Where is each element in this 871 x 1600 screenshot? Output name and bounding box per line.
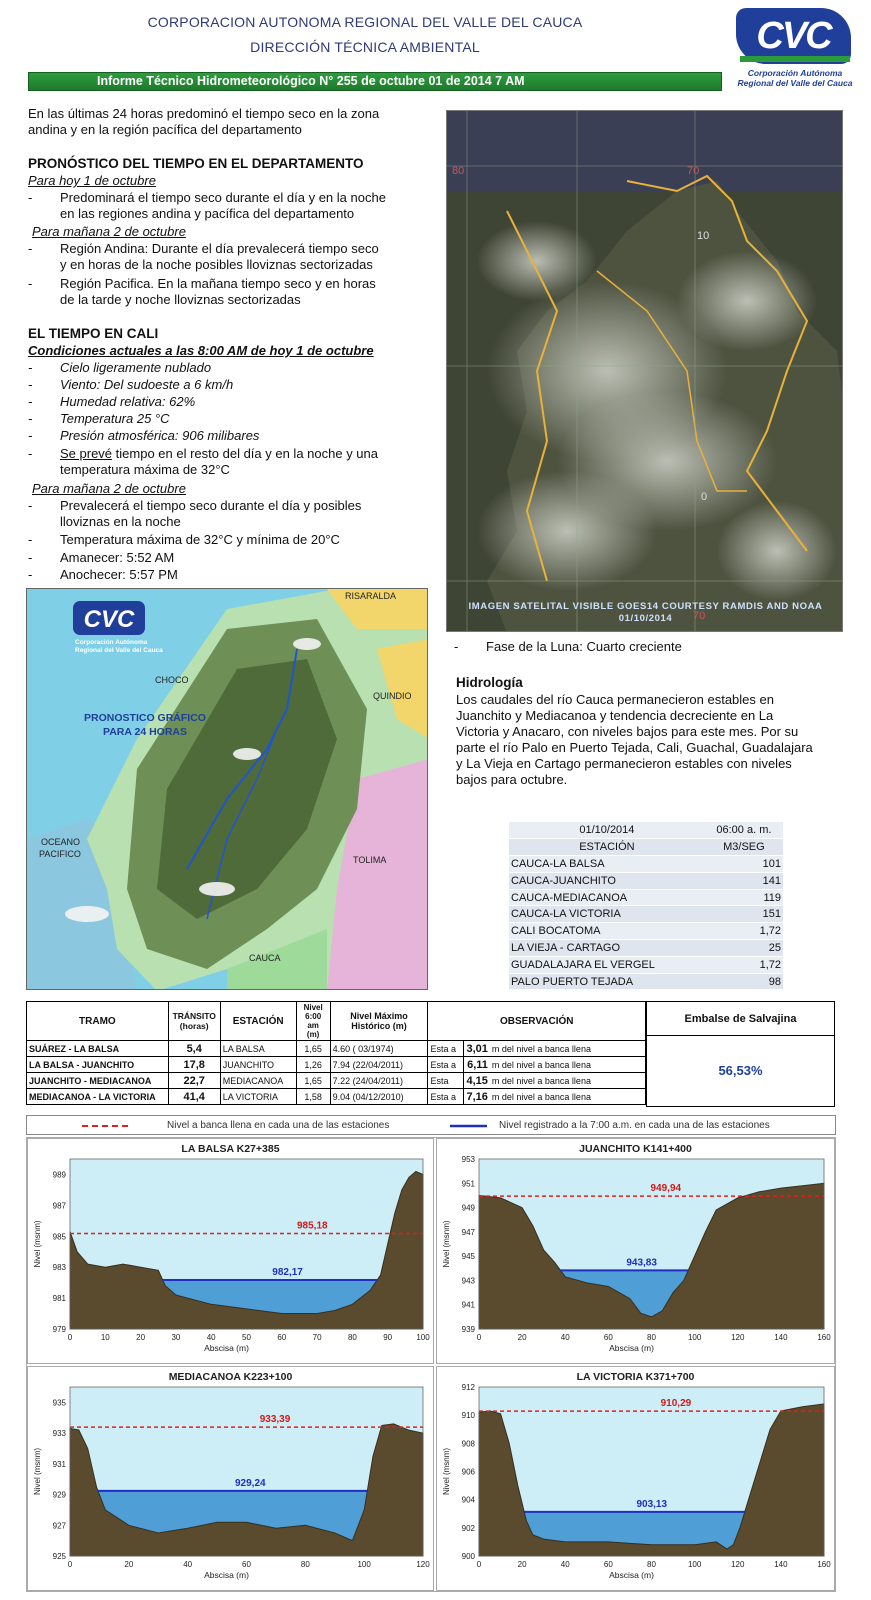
svg-text:TOLIMA: TOLIMA — [353, 855, 387, 865]
x-tick-label: 80 — [647, 1333, 656, 1342]
y-tick-label: 987 — [52, 1201, 66, 1211]
x-tick-label: 20 — [517, 1560, 527, 1569]
y-tick-label: 989 — [52, 1170, 66, 1180]
table-row: PALO PUERTO TEJADA 98 — [509, 973, 783, 990]
col-tramo: TRAMO — [27, 1002, 169, 1041]
level-label: 943,83 — [626, 1257, 657, 1269]
y-tick-label: 935 — [52, 1398, 66, 1408]
chart-svg — [437, 1367, 834, 1590]
cali-forecast-rest: - Se prevé tiempo en el resto del día y en la noche y una temperatura máxima de 32°C — [28, 446, 378, 477]
svg-text:CVC: CVC — [83, 606, 135, 633]
embalse-box — [646, 1001, 835, 1107]
embalse-title: Embalse de Salvajina — [647, 1002, 834, 1036]
x-tick-label: 160 — [817, 1560, 831, 1569]
forecast-map — [26, 588, 428, 990]
flow-time: 06:00 a. m. — [705, 822, 783, 839]
x-tick-label: 0 — [476, 1560, 482, 1569]
y-tick-label: 953 — [461, 1155, 475, 1164]
table-row: MEDIACANOA - LA VICTORIA 41,4 LA VICTORIA 1,58 9.04 (04/12/2010) Esta a 7,16 m del nivel a banca llena — [27, 1089, 646, 1105]
chart-svg — [437, 1139, 834, 1363]
x-tick-label: 10 — [100, 1333, 110, 1342]
y-tick-label: 945 — [461, 1252, 475, 1262]
x-tick-label: 120 — [416, 1560, 430, 1569]
x-tick-label: 0 — [67, 1333, 73, 1342]
col-estacion: ESTACIÓN — [220, 1002, 296, 1041]
y-tick-label: 931 — [52, 1459, 66, 1469]
chart-title: LA VICTORIA K371+700 — [576, 1371, 695, 1383]
chart-juanchito — [436, 1138, 835, 1364]
table-row: JUANCHITO - MEDIACANOA 22,7 MEDIACANOA 1,65 7.22 (24/04/2011) Esta 4,15 m del nivel a banca llena — [27, 1073, 646, 1089]
y-tick-label: 949 — [461, 1203, 475, 1213]
svg-text:Regional del Valle del Cauca: Regional del Valle del Cauca — [75, 647, 163, 654]
x-tick-label: 140 — [774, 1560, 788, 1569]
x-tick-label: 90 — [383, 1333, 393, 1342]
x-tick-label: 160 — [817, 1333, 831, 1342]
chart-la-balsa — [27, 1138, 434, 1364]
bankfull-label: 985,18 — [296, 1220, 328, 1232]
satellite-drawing — [447, 111, 843, 632]
cali-conditions-label: Condiciones actuales a las 8:00 AM de hoy 1 de octubre — [28, 343, 374, 358]
bankfull-label: 910,29 — [660, 1398, 692, 1410]
y-tick-label: 941 — [461, 1300, 475, 1310]
y-tick-label: 947 — [461, 1227, 475, 1237]
y-axis-label: Nivel (msnm) — [442, 1447, 451, 1496]
x-tick-label: 60 — [277, 1333, 287, 1342]
chart-mediacanoa — [27, 1366, 434, 1591]
chart-la-victoria — [436, 1366, 835, 1591]
chart-svg — [28, 1367, 433, 1590]
chart-svg — [28, 1139, 433, 1363]
embalse-value: 56,53% — [718, 1063, 763, 1078]
x-tick-label: 80 — [347, 1333, 357, 1342]
table-row: LA BALSA - JUANCHITO 17,8 JUANCHITO 1,26 7.94 (22/04/2011) Esta a 6,11 m del nivel a banca llena — [27, 1057, 646, 1073]
y-tick-label: 933 — [52, 1429, 66, 1439]
x-tick-label: 20 — [136, 1333, 146, 1342]
y-tick-label: 912 — [461, 1383, 475, 1392]
table-row: CALI BOCATOMA 1,72 — [509, 923, 783, 940]
chart-title: MEDIACANOA K223+100 — [168, 1371, 293, 1383]
forecast-title: PRONÓSTICO DEL TIEMPO EN EL DEPARTAMENTO — [28, 156, 364, 171]
forecast-today-label: Para hoy 1 de octubre — [28, 173, 156, 188]
x-tick-label: 60 — [242, 1560, 251, 1569]
report-banner: Informe Técnico Hidrometeorológico N° 255 de octubre 01 de 2014 7 AM — [28, 72, 722, 91]
table-row: CAUCA-LA VICTORIA 151 — [509, 906, 783, 923]
svg-text:PRONOSTICO GRÁFICO: PRONOSTICO GRÁFICO — [84, 712, 206, 724]
forecast-map-drawing — [27, 589, 428, 990]
bankfull-label: 933,39 — [259, 1414, 291, 1426]
y-tick-label: 908 — [461, 1439, 475, 1449]
table-row: CAUCA-MEDIACANOA 119 — [509, 889, 783, 906]
cali-pressure: - Presión atmosférica: 906 milibares — [28, 428, 260, 443]
flow-col-unit: M3/SEG — [705, 839, 783, 856]
cali-sky: - Cielo ligeramente nublado — [28, 360, 212, 375]
svg-text:PARA 24 HORAS: PARA 24 HORAS — [102, 726, 188, 738]
level-table — [26, 1001, 646, 1105]
x-axis-label: Abscisa (m) — [204, 1343, 249, 1353]
x-tick-label: 80 — [647, 1560, 656, 1569]
x-tick-label: 120 — [731, 1560, 745, 1569]
x-tick-label: 40 — [206, 1333, 216, 1342]
svg-text:10: 10 — [697, 230, 710, 242]
cvc-logo-text: CVC — [756, 14, 831, 57]
org-name: CORPORACION AUTONOMA REGIONAL DEL VALLE DEL CAUCA — [147, 14, 583, 30]
y-tick-label: 900 — [461, 1552, 475, 1561]
x-tick-label: 70 — [312, 1333, 322, 1342]
svg-text:RISARALDA: RISARALDA — [345, 591, 397, 601]
x-tick-label: 60 — [603, 1333, 613, 1342]
y-tick-label: 906 — [461, 1467, 475, 1477]
x-tick-label: 80 — [300, 1560, 310, 1569]
y-tick-label: 929 — [52, 1490, 66, 1500]
y-tick-label: 979 — [52, 1325, 66, 1334]
y-axis-label: Nivel (msnm) — [442, 1220, 451, 1268]
chart-legend — [26, 1115, 836, 1135]
x-tick-label: 100 — [357, 1560, 371, 1569]
cali-tomorrow-temp: - Temperatura máxima de 32°C y mínima de 20°C — [28, 532, 340, 547]
satellite-caption: IMAGEN SATELITAL VISIBLE GOES14 COURTESY RAMDIS AND NOAA 01/10/2014 — [468, 601, 823, 624]
x-axis-label: Abscisa (m) — [609, 1570, 654, 1580]
y-tick-label: 943 — [461, 1276, 475, 1286]
cali-sunrise: - Amanecer: 5:52 AM — [28, 550, 175, 565]
org-department: DIRECCIÓN TÉCNICA AMBIENTAL — [250, 39, 480, 55]
svg-text:Corporación Autónoma: Corporación Autónoma — [75, 639, 148, 646]
moon-phase: - Fase de la Luna: Cuarto creciente — [454, 639, 682, 654]
x-tick-label: 100 — [416, 1333, 430, 1342]
y-tick-label: 985 — [52, 1232, 66, 1242]
svg-text:CAUCA: CAUCA — [249, 953, 281, 963]
y-tick-label: 939 — [461, 1325, 475, 1334]
cvc-logo-subtitle: Corporación Autónoma Regional del Valle del Cauca — [737, 68, 853, 88]
flow-date: 01/10/2014 — [509, 822, 705, 839]
svg-text:PACIFICO: PACIFICO — [39, 849, 81, 859]
x-tick-label: 0 — [67, 1560, 73, 1569]
svg-text:CHOCO: CHOCO — [155, 675, 189, 685]
forecast-pacifica-item: - Región Pacifica. En la mañana tiempo seco y en horas de la tarde y noche lloviznas sectorizadas — [28, 276, 376, 307]
table-row: SUÁREZ - LA BALSA 5,4 LA BALSA 1,65 4.60 ( 03/1974) Esta a 3,01 m del nivel a banca llena — [27, 1041, 646, 1057]
forecast-andina-item: - Región Andina: Durante el día prevalecerá tiempo seco y en horas de la noche posibles lloviznas sectorizadas — [28, 241, 379, 272]
forecast-tomorrow-label: Para mañana 2 de octubre — [32, 224, 186, 239]
flow-col-station: ESTACIÓN — [509, 839, 705, 856]
svg-text:80: 80 — [452, 165, 465, 177]
x-tick-label: 120 — [731, 1333, 745, 1342]
x-tick-label: 20 — [517, 1333, 527, 1342]
svg-text:0: 0 — [701, 491, 708, 503]
legend-red-label: Nivel a banca llena en cada una de las estaciones — [167, 1120, 390, 1131]
svg-text:OCEANO: OCEANO — [41, 837, 81, 847]
cali-title: EL TIEMPO EN CALI — [28, 326, 159, 341]
cali-tomorrow-label: Para mañana 2 de octubre — [32, 481, 186, 496]
table-row: LA VIEJA - CARTAGO 25 — [509, 940, 783, 957]
level-label: 929,24 — [235, 1477, 266, 1489]
cvc-logo-stripe — [740, 56, 850, 62]
legend-blue-label: Nivel registrado a la 7:00 a.m. en cada una de las estaciones — [499, 1120, 770, 1131]
hydrology-title: Hidrología — [456, 675, 523, 690]
flow-table — [509, 822, 783, 990]
cali-humidity: - Humedad relativa: 62% — [28, 394, 196, 409]
chart-title: LA BALSA K27+385 — [181, 1143, 280, 1155]
x-tick-label: 100 — [687, 1333, 702, 1342]
x-axis-label: Abscisa (m) — [204, 1570, 249, 1580]
svg-text:70: 70 — [693, 610, 706, 622]
cali-tomorrow-weather: - Prevalecerá el tiempo seco durante el día y posibles lloviznas en la noche — [28, 498, 362, 529]
y-tick-label: 910 — [461, 1411, 475, 1421]
col-observacion: OBSERVACIÓN — [428, 1002, 646, 1041]
svg-text:QUINDIO: QUINDIO — [373, 691, 412, 701]
cali-temperature: - Temperatura 25 °C — [28, 411, 170, 426]
x-tick-label: 20 — [124, 1560, 134, 1569]
x-tick-label: 100 — [687, 1560, 702, 1569]
x-tick-label: 40 — [560, 1333, 570, 1342]
y-axis-label: Nivel (msnm) — [33, 1220, 42, 1268]
y-axis-label: Nivel (msnm) — [33, 1447, 42, 1496]
bankfull-label: 949,94 — [650, 1183, 682, 1195]
col-nivel: Nivel 6:00 am (m) — [296, 1002, 330, 1041]
y-tick-label: 904 — [461, 1495, 475, 1505]
hydrology-text: Los caudales del río Cauca permanecieron estables en Juanchito y Mediacanoa y tendencia decreciente en La Victoria y Anacaro, con niveles bajos para este mes. Por su parte el río Palo en Puerto Tejada, Cali, Guachal, Guadalajara y La Vieja en Cartago permanecieron estables con niveles bajos para octubre. — [456, 692, 813, 787]
col-transito: TRÁNSITO (horas) — [168, 1002, 220, 1041]
col-max: Nivel Máximo Histórico (m) — [330, 1002, 428, 1041]
satellite-image — [446, 110, 843, 632]
intro-text: En las últimas 24 horas predominó el tiempo seco en la zona andina y en la región pacífica del departamento — [28, 106, 380, 137]
x-axis-label: Abscisa (m) — [609, 1343, 654, 1353]
level-label: 903,13 — [636, 1498, 668, 1510]
x-tick-label: 40 — [560, 1560, 570, 1569]
x-tick-label: 50 — [242, 1333, 251, 1342]
level-label: 982,17 — [272, 1267, 303, 1279]
x-tick-label: 40 — [183, 1560, 193, 1569]
y-tick-label: 981 — [52, 1294, 66, 1304]
table-row: GUADALAJARA EL VERGEL 1,72 — [509, 956, 783, 973]
y-tick-label: 927 — [52, 1521, 66, 1531]
x-tick-label: 30 — [171, 1333, 181, 1342]
y-tick-label: 951 — [461, 1179, 475, 1189]
x-tick-label: 0 — [476, 1333, 482, 1342]
x-tick-label: 140 — [774, 1333, 788, 1342]
cali-wind: - Viento: Del sudoeste a 6 km/h — [28, 377, 234, 392]
chart-title: JUANCHITO K141+400 — [579, 1143, 692, 1155]
forecast-today-item: - Predominará el tiempo seco durante el día y en la noche en las regiones andina y pacífica del departamento — [28, 190, 386, 221]
y-tick-label: 983 — [52, 1263, 66, 1273]
table-row: CAUCA-JUANCHITO 141 — [509, 872, 783, 889]
x-tick-label: 60 — [603, 1560, 613, 1569]
table-row: CAUCA-LA BALSA 101 — [509, 856, 783, 873]
cali-sunset: - Anochecer: 5:57 PM — [28, 567, 178, 582]
svg-text:70: 70 — [687, 165, 700, 177]
y-tick-label: 902 — [461, 1523, 475, 1533]
y-tick-label: 925 — [52, 1552, 66, 1561]
